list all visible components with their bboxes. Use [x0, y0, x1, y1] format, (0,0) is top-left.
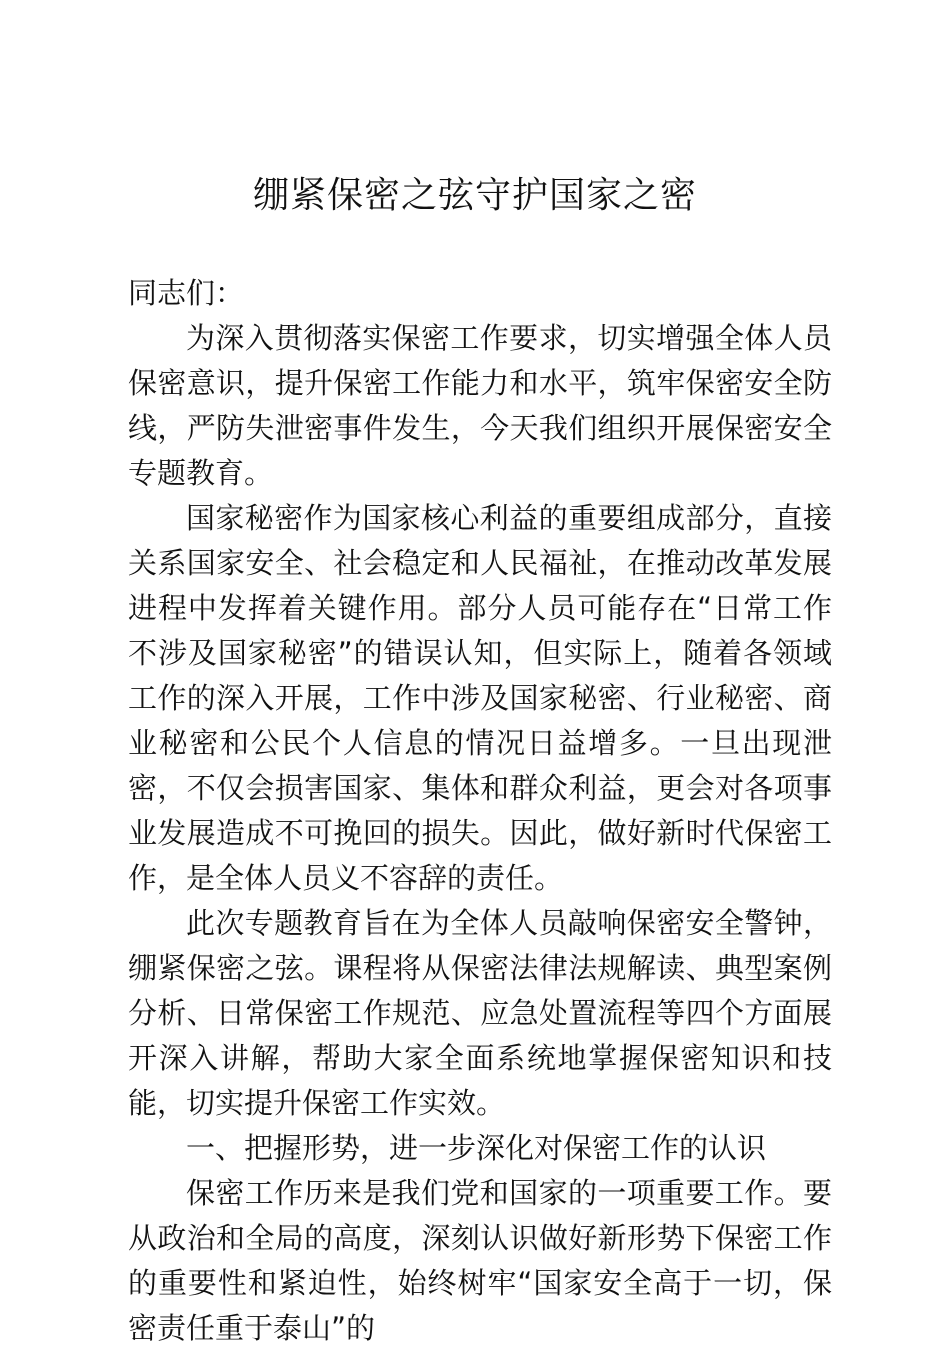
document-body	[128, 271, 832, 1351]
salutation: 同志们：	[128, 276, 245, 310]
document-title: 绷紧保密之弦守护国家之密	[252, 175, 697, 216]
paragraph-purpose: 此次专题教育旨在为全体人员敲响保密安全警钟，绷紧保密之弦。课程将从保密法律法规解读、典型案例分析、日常保密工作规范、应急处置流程等四个方面展开深入讲解，帮助大家全面系统地掌握保密知识和技能，切实提升保密工作实效。	[128, 906, 832, 1120]
section-heading-1: 一、把握形势，进一步深化对保密工作的认识	[186, 1131, 767, 1165]
paragraph-intro: 为深入贯彻落实保密工作要求，切实增强全体人员保密意识，提升保密工作能力和水平，筑牢保密安全防线，严防失泄密事件发生，今天我们组织开展保密安全专题教育。	[128, 321, 832, 490]
paragraph-section-1: 保密工作历来是我们党和国家的一项重要工作。要从政治和全局的高度，深刻认识做好新形势下保密工作的重要性和紧迫性，始终树牢“国家安全高于一切，保密责任重于泰山”的	[128, 1176, 832, 1345]
paragraph-background: 国家秘密作为国家核心利益的重要组成部分，直接关系国家安全、社会稳定和人民福祉，在推动改革发展进程中发挥着关键作用。部分人员可能存在“日常工作不涉及国家秘密”的错误认知，但实际上，随着各领域工作的深入开展，工作中涉及国家秘密、行业秘密、商业秘密和公民个人信息的情况日益增多。一旦出现泄密，不仅会损害国家、集体和群众利益，更会对各项事业发展造成不可挽回的损失。因此，做好新时代保密工作，是全体人员义不容辞的责任。	[128, 501, 832, 895]
